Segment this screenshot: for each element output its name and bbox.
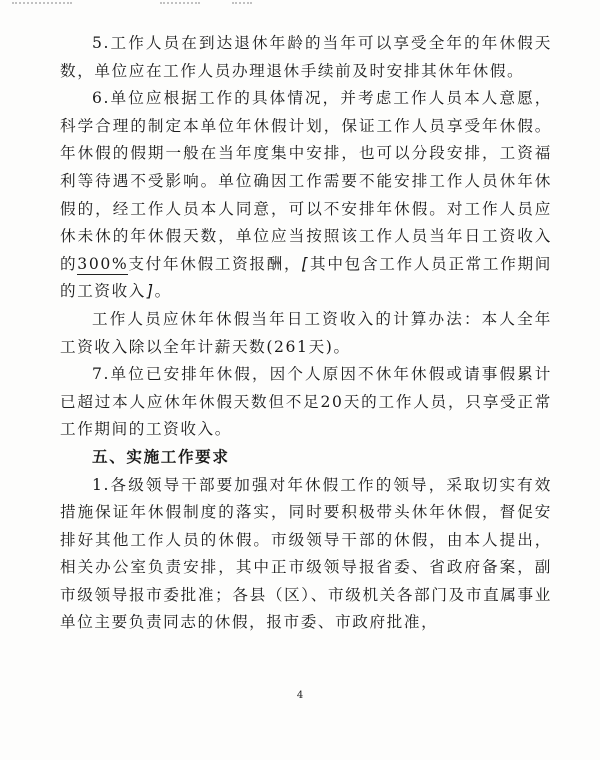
page-number: 4 [296,690,304,701]
paragraph-item-5: 5.工作人员在到达退休年龄的当年可以享受全年的年休假天数，单位应在工作人员办理退休手续前及时安排其休年休假。 [60,34,552,80]
paragraph-item-6 [60,85,552,306]
section-heading: 五、实施工作要求 [92,447,230,466]
scan-artifact [160,2,200,8]
paragraph-text: 6.单位应根据工作的具体情况，并考虑工作人员本人意愿，科学合理的制定本单位年休假计划，保证工作人员享受年休假。年休假的假期一般在当年度集中安排，也可以分段安排，工资福利等待遇不受影响。单位确因工作需要不能安排工作人员休年休假的，经工作人员本人同意，可以不安排年休假。对工作人员应休未休的年休假天数，单位应当按照该工作人员当年日工资收入的 [60,89,552,273]
scan-artifact [12,2,72,8]
handwritten-bracket-annotation: [ 其中包含工作人员正常工作期间的工资收入 ] [60,255,552,301]
section-paragraph-item-1: 1.各级领导干部要加强对年休假工作的领导，采取切实有效措施保证年休假制度的落实，同时要积极带头休年休假，督促安排好其他工作人员的休假。市级领导干部的休假，由本人提出，相关办公室负责安排，其中正市级领导报省委、省政府备案，副市级领导报市委批准；各县（区）、市级机关各部门及市直属事业单位主要负责同志的休假，报市委、市政府批准， [60,475,552,632]
paragraph-item-7: 7.单位已安排年休假，因个人原因不休年休假或请事假累计已超过本人应休年休假天数但不足20天的工作人员，只享受正常工作期间的工资收入。 [60,365,552,439]
handwritten-underline: 300% [77,254,129,273]
paragraph-text: 支付年休假工资报酬， [128,254,302,273]
document-body [60,30,552,637]
paragraph-text: 。 [154,282,172,301]
scan-artifact [232,2,252,8]
paragraph-calculation: 工作人员应休年休假当年日工资收入的计算办法：本人全年工资收入除以全年计薪天数(261天)。 [60,309,552,356]
